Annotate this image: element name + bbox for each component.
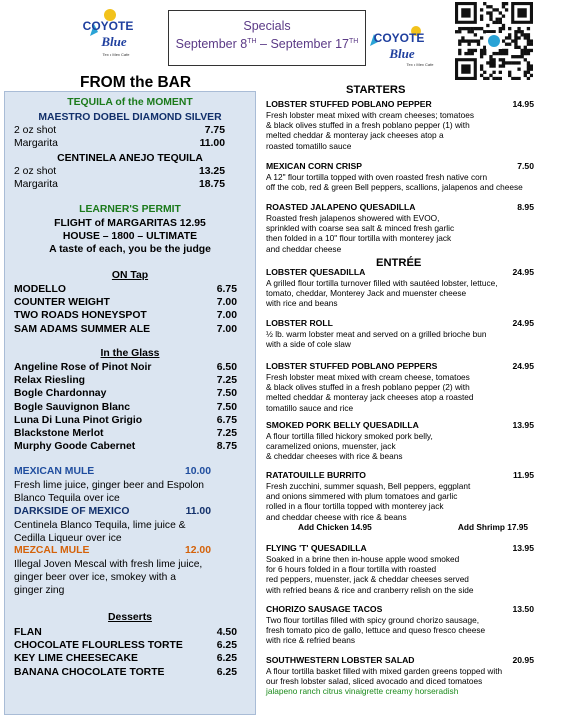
entree-item-price: 24.95 [512, 361, 534, 371]
cocktail-desc: Fresh lime juice, ginger beer and Espolon Blanco Tequila over ice [14, 480, 205, 504]
starter-item-header [266, 99, 534, 110]
starter-item-price: 7.50 [517, 161, 534, 171]
entree-item-description: A flour tortilla filled hickory smoked pork belly, caramelized onions, muenster, jack & cheddar cheeses with rice & beans [266, 431, 433, 462]
cocktail-name: MEXICAN MULE [14, 466, 95, 477]
bar-menu-panel [4, 91, 256, 715]
tequila1-row-price: 11.00 [199, 138, 225, 149]
desserts-heading: Desserts [108, 612, 152, 623]
cocktail-desc: Centinela Blanco Tequila, lime juice & Cedilla Liqueur over ice [14, 520, 186, 544]
entree-item-description: Soaked in a brine then in-house apple wood smoked for 6 hours folded in a flour tortilla with roasted red peppers, muenster, jack & cheddar cheeses served with refried beans & rice and cranberry relish on the side [266, 554, 474, 595]
permit-house: HOUSE – 1800 – ULTIMATE [62, 231, 198, 242]
entree-item [266, 655, 534, 697]
dessert-item-name: KEY LIME CHEESECAKE [14, 653, 138, 665]
wine-item [14, 388, 237, 399]
on-tap-heading: ON Tap [111, 270, 149, 281]
cocktail-desc: Illegal Joven Mescal with fresh lime juice, ginger beer over ice, smokey with a ginger zing [14, 559, 203, 596]
starter-item-description: Fresh lobster meat mixed with cream cheeses; tomatoes & black olives stuffed in a fresh poblano pepper (1) with melted cheddar & monteray jack cheeses atop a roasted tomatillo sauce [266, 110, 474, 151]
cocktail-name: DARKSIDE OF MEXICO [14, 506, 130, 517]
permit-taste: A taste of each, you be the judge [49, 244, 211, 255]
dessert-item-price: 6.25 [216, 640, 237, 652]
coyote-logo-icon [76, 6, 140, 60]
starter-item [266, 202, 534, 254]
wine-item-name: Murphy Goode Cabernet [14, 441, 136, 453]
entree-item-title: LOBSTER STUFFED POBLANO PEPPERS [266, 361, 438, 371]
entree-item-price: 13.95 [512, 543, 534, 553]
entree-item-title: LOBSTER ROLL [266, 318, 333, 328]
cocktail-item [14, 506, 211, 517]
starter-item-description: Roasted fresh jalapenos showered with EVOO, sprinkled with coarse sea salt & minced fresh garlic then folded in a 10" flour tortilla with monterey jack and cheddar cheese [266, 213, 455, 254]
entree-heading: ENTRÉE [376, 257, 422, 269]
entree-item [266, 361, 534, 413]
entree-item [266, 267, 534, 309]
starter-item-price: 8.95 [517, 202, 534, 212]
dessert-item-name: BANANA CHOCOLATE TORTE [14, 666, 165, 678]
wine-item-price: 7.25 [216, 375, 237, 387]
entree-item-price: 24.95 [512, 267, 534, 277]
dessert-item-name: CHOCOLATE FLOURLESS TORTE [14, 640, 183, 652]
tap-item-price: 7.00 [216, 297, 237, 309]
dessert-item-price: 4.50 [216, 627, 237, 638]
entree-item-price: 20.95 [512, 655, 534, 665]
tap-item [14, 310, 237, 321]
wine-item [14, 375, 237, 386]
entree-item [266, 420, 534, 462]
wine-item-name: Angeline Rose of Pinot Noir [14, 362, 152, 373]
wine-item [14, 441, 237, 452]
entree-item-description: A flour tortilla basket filled with mixed garden greens topped with our fresh lobster salad, sliced avocado and diced tomatoes [266, 666, 503, 687]
entree-item-header [266, 543, 534, 554]
cocktail-item [14, 545, 211, 556]
entree-item-description: A grilled flour tortilla turnover filled with sautéed lobster, lettuce, tomato, cheddar, Monterey Jack and muenster cheese with rice and beans [266, 278, 498, 309]
dessert-item [14, 627, 237, 638]
entree-item-title: SOUTHWESTERN LOBSTER SALAD [266, 655, 415, 665]
wine-item-name: Blackstone Merlot [14, 428, 104, 439]
entree-item-price: 13.50 [512, 604, 534, 614]
entree-item-header [266, 604, 534, 615]
tap-item [14, 324, 237, 335]
tap-item-price: 7.00 [216, 323, 237, 335]
from-bar-title: FROM the BAR [80, 74, 192, 91]
tap-item [14, 297, 237, 308]
coyote-logo-icon-right [364, 24, 434, 70]
starter-item [266, 161, 534, 192]
dessert-item [14, 653, 237, 664]
entree-item-title: FLYING 'T' QUESADILLA [266, 543, 367, 553]
entree-item-header [266, 267, 534, 278]
tap-item-price: 6.75 [216, 284, 237, 295]
wine-item-price: 6.50 [216, 362, 237, 373]
cocktail-price: 11.00 [185, 506, 211, 517]
entree-item-title: RATATOUILLE BURRITO [266, 470, 366, 480]
starter-item-header [266, 202, 534, 213]
entree-item [266, 318, 534, 349]
entree-item-description: Two flour tortillas filled with spicy ground chorizo sausage, fresh tomato pico de gallo, lettuce and queso fresco cheese with rice & refried beans [266, 615, 486, 646]
entree-item [266, 470, 534, 532]
brand-top-right: COYOTE [373, 31, 425, 45]
tequila2-row [14, 166, 237, 177]
brand-bottom: Blue [101, 34, 127, 49]
dessert-item [14, 667, 237, 678]
entree-item-description: Fresh lobster meat mixed with cream cheese, tomatoes & black olives stuffed in a fresh poblano pepper (2) with melted cheddar & monteray jack cheeses atop a roasted tomatillo sauce and rice [266, 372, 474, 413]
entree-item-price: 24.95 [512, 318, 534, 328]
entree-item-title: SMOKED PORK BELLY QUESADILLA [266, 420, 419, 430]
entree-item-price: 11.95 [512, 470, 534, 480]
date-start: September 8 [175, 37, 248, 52]
qr-code[interactable] [455, 2, 533, 80]
tequila1-row-price: 7.75 [204, 125, 225, 136]
entree-item-title: LOBSTER QUESADILLA [266, 267, 366, 277]
brand-top: COYOTE [82, 19, 134, 33]
date-start-suffix: TH [247, 38, 257, 45]
specials-title: Specials [243, 19, 291, 33]
tap-item-name: TWO ROADS HONEYSPOT [14, 310, 147, 322]
entree-item-description: ½ lb. warm lobster meat and served on a grilled brioche bun with a side of cole slaw [266, 329, 487, 350]
wine-item-name: Relax Riesling [14, 375, 86, 387]
tap-item-name: MODELLO [14, 284, 66, 295]
wine-item [14, 402, 237, 413]
tequila-heading: TEQUILA of the MOMENT [67, 97, 193, 108]
entree-item-header [266, 420, 534, 431]
starter-item [266, 99, 534, 151]
brand-bottom-right: Blue [389, 46, 415, 61]
wine-item-name: Bogle Sauvignon Blanc [14, 401, 131, 413]
tequila2-row-price: 18.75 [198, 179, 225, 190]
tequila2-row [14, 179, 237, 190]
dessert-item-price: 6.25 [216, 653, 237, 665]
cocktail-item [14, 466, 211, 477]
entree-item [266, 604, 534, 646]
entree-item-price: 13.95 [512, 420, 534, 430]
tap-item-price: 7.00 [216, 310, 237, 322]
qr-code-icon [455, 2, 533, 80]
entree-item-header [266, 655, 534, 666]
wine-item-price: 7.50 [216, 401, 237, 413]
tequila1-row [14, 125, 237, 136]
wine-item-price: 8.75 [216, 441, 237, 453]
tequila1-row-label: 2 oz shot [14, 125, 57, 136]
brand-tagline: Tex • Mex Cafe [102, 52, 130, 57]
starter-item-header [266, 161, 534, 172]
tequila2-row-price: 13.25 [198, 166, 225, 177]
entree-addons [266, 522, 534, 532]
starter-item-description: A 12" flour tortilla topped with oven roasted fresh native corn off the cob, red & green Bell peppers, scallions, jalapenos and cheese [266, 172, 523, 193]
dessert-item [14, 640, 237, 651]
addon-shrimp: Add Shrimp 17.95 [457, 521, 528, 532]
entree-item-description: Fresh zucchini, summer squash, Bell peppers, eggplant and onions simmered with plum tomatoes and garlic rolled in a flour tortilla topped with monterey jack and cheddar cheese with rice & beans [266, 481, 471, 522]
permit-heading: LEARNER'S PERMIT [79, 204, 181, 215]
tap-item-name: COUNTER WEIGHT [14, 297, 110, 309]
tequila1-row-label: Margarita [14, 138, 58, 149]
wine-item-price: 6.75 [216, 414, 237, 426]
tequila1-row [14, 138, 237, 149]
wine-item-price: 7.25 [216, 428, 237, 439]
date-separator: – [256, 37, 271, 52]
permit-flight: FLIGHT of MARGARITAS 12.95 [54, 218, 206, 229]
starter-item-price: 14.95 [512, 99, 534, 109]
entree-item-header [266, 318, 534, 329]
specials-dates [169, 34, 365, 52]
wine-item-name: Luna Di Luna Pinot Grigio [14, 414, 143, 426]
date-end: September 17 [270, 37, 349, 52]
wine-item [14, 415, 237, 426]
cocktail-price: 12.00 [184, 545, 211, 556]
tequila2-name: CENTINELA ANEJO TEQUILA [57, 153, 203, 164]
tequila1-name: MAESTRO DOBEL DIAMOND SILVER [38, 112, 222, 123]
wine-item [14, 362, 237, 373]
addon-chicken: Add Chicken 14.95 [298, 521, 372, 532]
entree-item-title: CHORIZO SAUSAGE TACOS [266, 604, 383, 614]
specials-box [168, 10, 366, 66]
dessert-item-price: 6.25 [216, 666, 237, 678]
cocktail-name: MEZCAL MULE [14, 545, 90, 556]
coyote-blue-logo-left [76, 6, 140, 60]
starter-item-title: ROASTED JALAPENO QUESADILLA [266, 202, 416, 212]
dessert-item-name: FLAN [14, 627, 42, 638]
cocktail-price: 10.00 [184, 466, 211, 477]
wine-item [14, 428, 237, 439]
starter-item-title: MEXICAN CORN CRISP [266, 161, 362, 171]
tap-item-name: SAM ADAMS SUMMER ALE [14, 323, 151, 335]
glass-heading: In the Glass [100, 348, 160, 359]
tequila2-row-label: Margarita [14, 179, 58, 190]
date-end-suffix: TH [349, 38, 359, 45]
coyote-blue-logo-right [364, 24, 434, 70]
salad-dressings: jalapeno ranch citrus vinaigrette creamy horseradish [266, 686, 459, 697]
wine-item-name: Bogle Chardonnay [14, 388, 107, 400]
tequila2-row-label: 2 oz shot [14, 166, 57, 177]
wine-item-price: 7.50 [216, 388, 237, 400]
brand-tagline-right: Tex • Mex Cafe [406, 62, 434, 67]
entree-item-header [266, 361, 534, 372]
starter-item-title: LOBSTER STUFFED POBLANO PEPPER [266, 99, 432, 109]
tap-item [14, 284, 237, 295]
starters-heading: STARTERS [346, 84, 406, 96]
entree-item [266, 543, 534, 595]
entree-item-header [266, 470, 534, 481]
